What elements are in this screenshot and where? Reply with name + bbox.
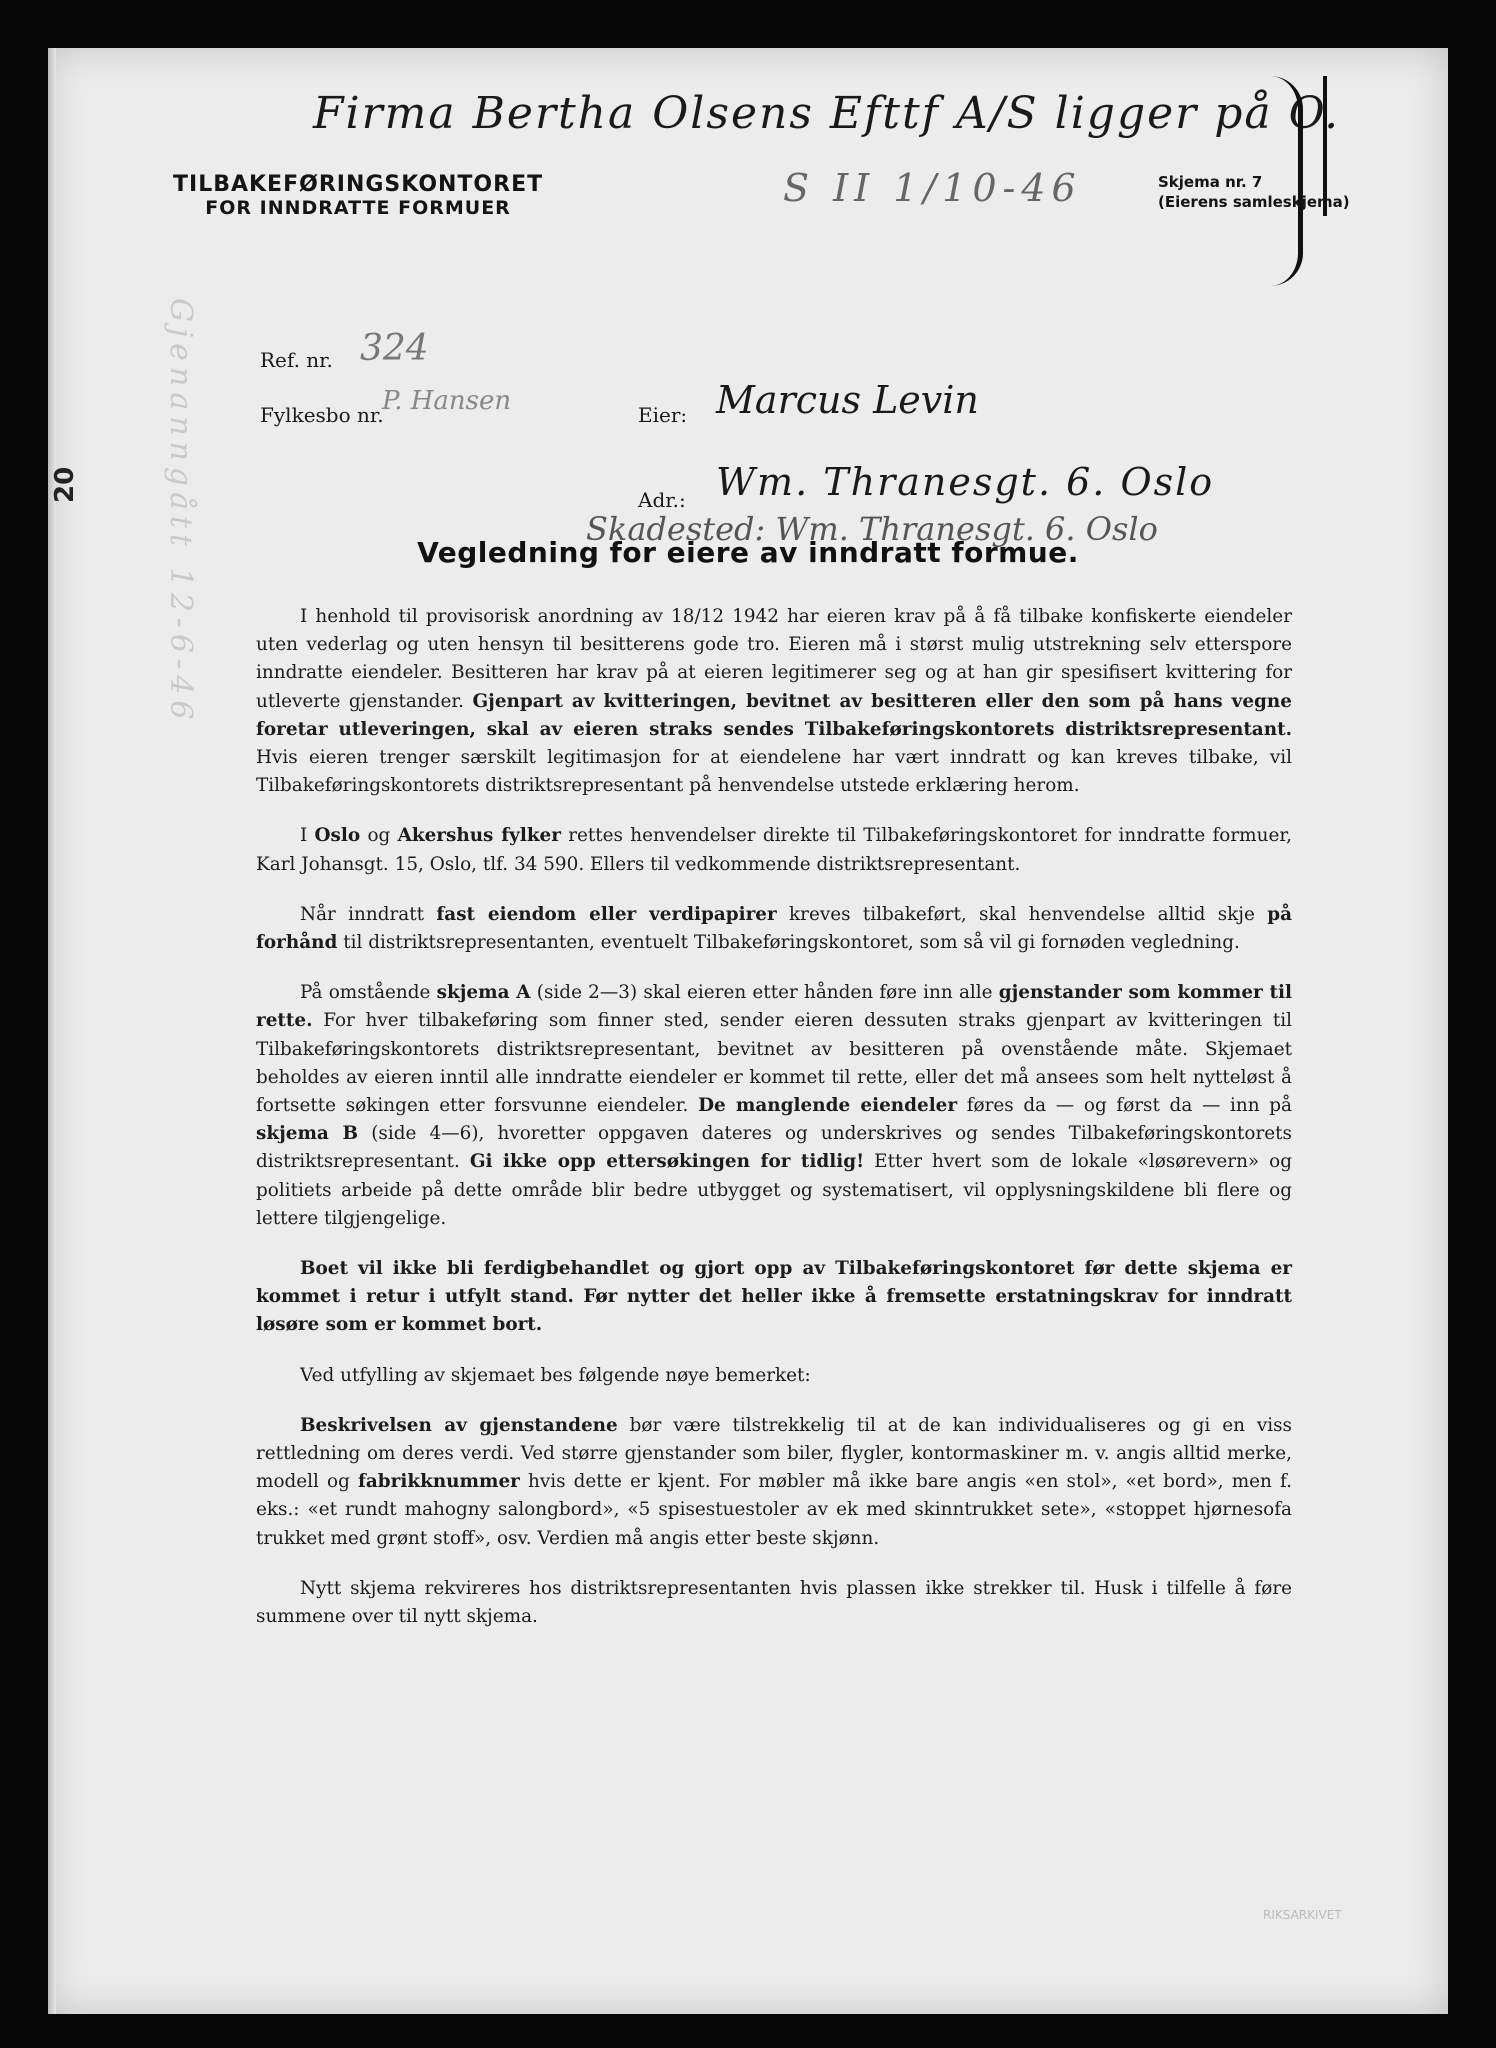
text: (side 4—6), hvoretter oppgaven dateres og underskrives og sendes Tilbakeføringskontorets distriktsrepresentant. bbox=[256, 1123, 1292, 1173]
handwritten-top-note: Firma Bertha Olsens Efttf A/S ligger på O. bbox=[313, 88, 1341, 139]
margin-number: 20 bbox=[50, 466, 80, 503]
paragraph-4 bbox=[256, 979, 1292, 1233]
text: bør være tilstrekkelig til at de kan individualiseres og gi en viss rettledning om deres verdi. Ved større gjenstander som biler, flygler, kontormaskiner m. v. angis alltid merke, modell og bbox=[256, 1414, 1292, 1493]
bold-text: på forhånd bbox=[256, 903, 1292, 954]
paragraph-6 bbox=[256, 1362, 1292, 1390]
text: føres da — og først da — inn på bbox=[966, 1095, 1292, 1117]
office-subtitle: FOR INNDRATTE FORMUER bbox=[205, 197, 511, 219]
eier-value: Marcus Levin bbox=[716, 378, 979, 422]
text: I henhold til provisorisk anordning av 18/12 1942 har eieren krav på å få tilbake konfiskerte eiendeler uten vederlag og uten hensyn til besitterens gode tro. Eieren må i størst mulig utstrekning selv etterspore inndratte eiendeler. Besitteren har krav på at eieren legitimerer seg og at han gir spesifisert kvittering for utleverte gjenstander. bbox=[256, 606, 1292, 712]
form-number: Skjema nr. 7 bbox=[1158, 173, 1263, 191]
text: Når inndratt bbox=[300, 903, 425, 925]
handwritten-ref-code: S II 1/10-46 bbox=[783, 166, 1082, 210]
text: rettes henvendelser direkte til Tilbakeføringskontoret for inndratte formuer, Karl Johansgt. 15, Oslo, tlf. 34 590. Ellers til vedkommende distriktsrepresentant. bbox=[256, 825, 1292, 875]
text: Hvis eieren trenger særskilt legitimasjon for at eiendelene har vært inndratt og kan kreves tilbake, vil Tilbakeføringskontorets distriktsrepresentant på henvendelse utstede erklæring herom. bbox=[256, 747, 1292, 797]
text: Ved utfylling av skjemaet bes følgende nøye bemerket: bbox=[300, 1364, 811, 1386]
form-subtitle: (Eierens samleskjema) bbox=[1158, 193, 1350, 211]
paragraph-3 bbox=[256, 901, 1292, 957]
paragraph-1 bbox=[256, 603, 1292, 800]
bold-text: De manglende eiendeler bbox=[698, 1095, 958, 1117]
bold-text: Boet vil ikke bli ferdigbehandlet og gjort opp av Tilbakeføringskontoret før dette skjema er kommet i retur i utfylt stand. Før nytter det heller ikke å fremsette erstatningskrav for inndratt løsøre som er kommet bort. bbox=[256, 1258, 1292, 1336]
text: til distriktsrepresentanten, eventuelt Tilbakeføringskontoret, som så vil gi fornøden vegledning. bbox=[343, 932, 1240, 954]
fylkesbo-value: P. Hansen bbox=[382, 386, 512, 416]
bold-text: skjema B bbox=[256, 1123, 359, 1145]
bold-text: gjenstander som kommer til rette. bbox=[256, 982, 1292, 1032]
page-edge bbox=[48, 48, 56, 2014]
document-page bbox=[48, 48, 1448, 2014]
bold-text: fast eiendom eller verdipapirer bbox=[436, 903, 777, 925]
ref-value: 324 bbox=[360, 328, 429, 369]
text: hvis dette er kjent. For møbler må ikke bare angis «en stol», «et bord», men f. eks.: «et rundt mahogny salongbord», «5 spisestuestoler av ek med skinntrukket sete», «stoppet hjørnesofa trukket med grønt stoff», osv. Verdien må angis etter beste skjønn. bbox=[256, 1471, 1292, 1549]
text: (side 2—3) skal eieren etter hånden føre inn alle bbox=[536, 982, 993, 1004]
skadested-value: Skadested: Wm. Thranesgt. 6. Oslo bbox=[586, 510, 1158, 548]
adr-label: Adr.: bbox=[638, 488, 686, 512]
paragraph-8 bbox=[256, 1575, 1292, 1631]
bold-text: Gi ikke opp ettersøkingen for tidlig! bbox=[469, 1151, 865, 1173]
text: og bbox=[367, 825, 391, 847]
paragraph-5 bbox=[256, 1255, 1292, 1340]
document-body bbox=[256, 603, 1292, 1653]
fylkesbo-label: Fylkesbo nr. bbox=[260, 403, 384, 427]
bold-text: skjema A bbox=[436, 982, 531, 1004]
margin-handwriting: Gjenanngått 12-6-46 bbox=[163, 298, 198, 726]
text: Nytt skjema rekvireres hos distriktsrepresentanten hvis plassen ikke strekker til. Husk i tilfelle å føre summene over til nytt skjema. bbox=[256, 1577, 1292, 1628]
archive-stamp: RIKSARKIVET bbox=[1263, 1908, 1342, 1922]
bold-text: Beskrivelsen av gjenstandene bbox=[300, 1414, 618, 1436]
text: kreves tilbakeført, skal henvendelse alltid skje bbox=[789, 903, 1255, 925]
text: I bbox=[300, 825, 308, 847]
office-name: TILBAKEFØRINGSKONTORET bbox=[173, 172, 544, 197]
text: På omstående bbox=[300, 982, 431, 1004]
paragraph-2 bbox=[256, 822, 1292, 878]
paragraph-7 bbox=[256, 1412, 1292, 1553]
eier-label: Eier: bbox=[638, 403, 688, 427]
ref-label: Ref. nr. bbox=[260, 348, 333, 372]
text: Etter hvert som de lokale «løsørevern» og politiets arbeide på dette område blir bedre utbygget og systematisert, vil opplysningskildene bli flere og lettere tilgjengelige. bbox=[256, 1151, 1292, 1229]
bold-text: Oslo bbox=[314, 825, 361, 847]
bold-text: fabrikknummer bbox=[357, 1471, 520, 1493]
adr-value: Wm. Thranesgt. 6. Oslo bbox=[716, 460, 1215, 504]
office-heading bbox=[173, 172, 543, 219]
bold-text: Gjenpart av kvitteringen, bevitnet av besitteren eller den som på hans vegne foretar utleveringen, skal av eieren straks sendes Tilbakeføringskontorets distriktsrepresentant. bbox=[256, 690, 1292, 740]
text: For hver tilbakeføring som finner sted, sender eieren dessuten straks gjenpart av kvitteringen til Tilbakeføringskontorets distriktsrepresentant, bevitnet av besitteren på ovenstående måte. Skjemaet beholdes av eieren inntil alle inndratte eiendeler er kommet til rette, eller det må ansees som helt nytteløst å fortsette søkingen etter forsvunne eiendeler. bbox=[256, 1010, 1292, 1117]
document-title: Vegledning for eiere av inndratt formue. bbox=[417, 536, 1079, 569]
bold-text: Akershus fylker bbox=[397, 825, 561, 847]
form-label bbox=[1158, 172, 1350, 212]
